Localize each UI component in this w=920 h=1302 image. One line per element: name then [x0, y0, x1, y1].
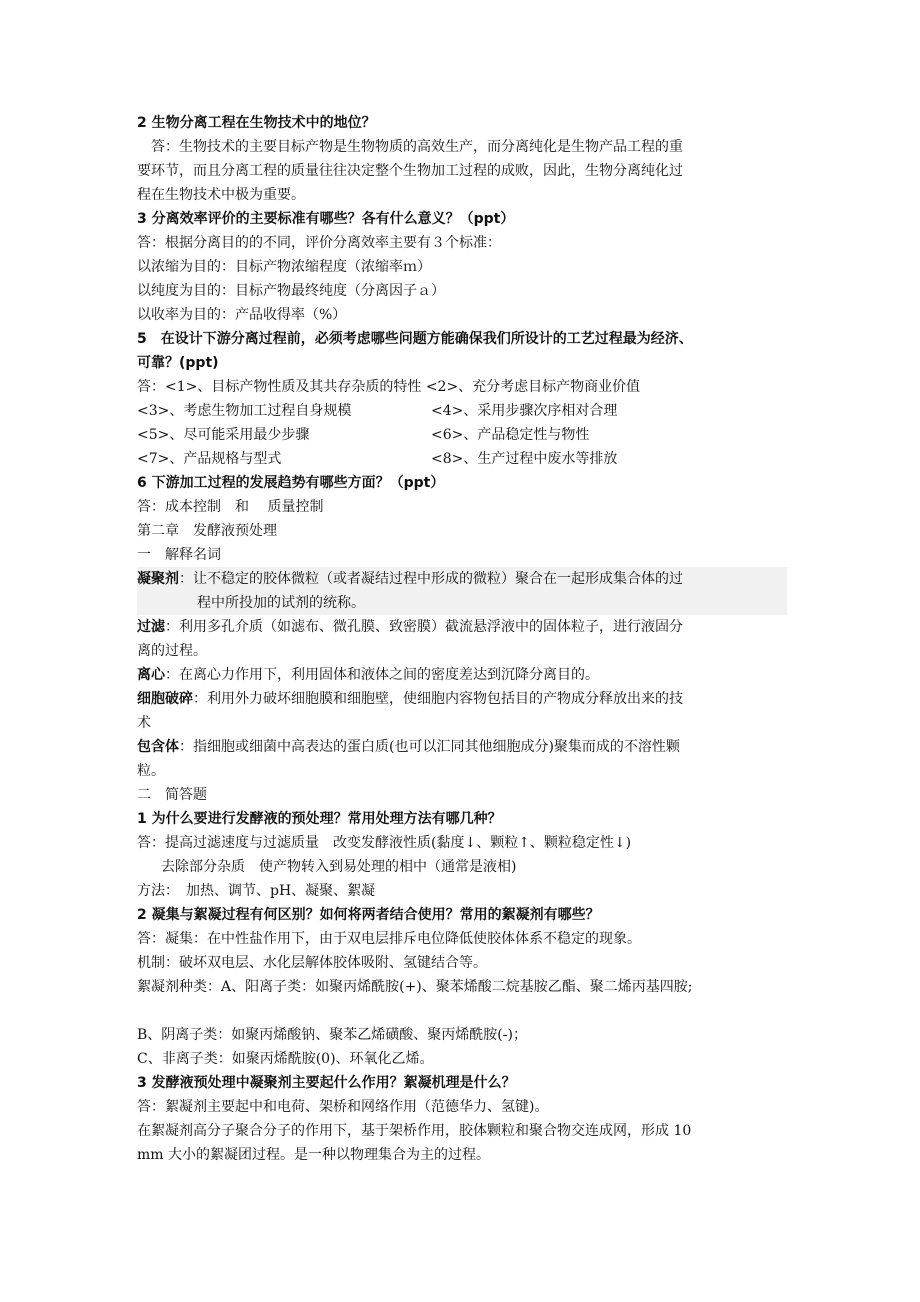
term-inclusion-body [137, 735, 787, 783]
q2-answer-line: 程在生物技术中极为重要。 [137, 187, 305, 203]
q3-answer-line: 答：根据分离目的的不同，评价分离效率主要有３个标准： [137, 235, 501, 251]
term-label: 离心 [137, 667, 165, 683]
term-label: 凝聚剂 [137, 571, 179, 587]
term-definition: ：利用多孔介质（如滤布、微孔膜、致密膜）截流悬浮液中的固体粒子，进行液固分 [165, 619, 683, 635]
q5-title: 5 在设计下游分离过程前，必须考虑哪些问题方能确保我们所设计的工艺过程最为经济、 [137, 331, 693, 347]
q2-answer-line: 要环节，而且分离工程的质量往往决定整个生物加工过程的成败，因此，生物分离纯化过 [137, 163, 683, 179]
term-definition: ：在离心力作用下，利用固体和液体之间的密度差达到沉降分离目的。 [165, 667, 599, 683]
q5-title: 可靠？(ppt) [137, 355, 219, 371]
q5-point: <7>、产品规格与型式 [137, 451, 282, 467]
s3-answer-line: mm 大小的絮凝团过程。是一种以物理集合为主的过程。 [137, 1147, 490, 1163]
s1-answer-line: 答：提高过滤速度与过滤质量 改变发酵液性质(黏度↓、颗粒↑、颗粒稳定性↓) [137, 835, 632, 851]
q5-point-row [137, 423, 787, 447]
s2-answer-line: 絮凝剂种类：A、阳离子类：如聚丙烯酰胺(+)、聚苯烯酸二烷基胺乙酯、聚二烯丙基四胺; [137, 979, 693, 995]
term-cell-disruption [137, 687, 787, 735]
term-label: 细胞破碎 [137, 691, 193, 707]
q2-title: 2 生物分离工程在生物技术中的地位？ [137, 115, 376, 131]
q3-answer-line: 以浓缩为目的：目标产物浓缩程度（浓缩率ｍ） [137, 259, 431, 275]
q2-answer-line: 答：生物技术的主要目标产物是生物物质的高效生产，而分离纯化是生物产品工程的重 [151, 139, 683, 155]
q5-point: <5>、尽可能采用最少步骤 [137, 427, 310, 443]
q5-point: <4>、采用步骤次序相对合理 [431, 403, 618, 419]
s1-answer-line: 去除部分杂质 使产物转入到易处理的相中（通常是液相) [161, 859, 517, 875]
q5-point: <8>、生产过程中废水等排放 [431, 451, 618, 467]
s2-answer-line: 答：凝集：在中性盐作用下，由于双电层排斥电位降低使胶体体系不稳定的现象。 [137, 931, 641, 947]
term-definition: 离的过程。 [137, 643, 207, 659]
section-heading: 二 简答题 [137, 787, 207, 803]
q5-answer-line: 答：<1>、目标产物性质及其共存杂质的特性 <2>、充分考虑目标产物商业价值 [137, 379, 641, 395]
document-page [137, 111, 787, 1167]
q5-point: <6>、产品稳定性与物性 [431, 427, 590, 443]
term-definition: 粒。 [137, 763, 165, 779]
s3-answer-line: 答：絮凝剂主要起中和电荷、架桥和网络作用（范德华力、氢键)。 [137, 1099, 549, 1115]
q6-answer: 答：成本控制 和 质量控制 [137, 499, 324, 515]
term-definition: ：利用外力破坏细胞膜和细胞壁，使细胞内容物包括目的产物成分释放出来的技 [193, 691, 683, 707]
q5-point-row [137, 447, 787, 471]
s2-answer-line: 机制：破坏双电层、水化层解体胶体吸附、氢键结合等。 [137, 955, 487, 971]
s3-answer-line: 在絮凝剂高分子聚合分子的作用下，基于架桥作用，胶体颗粒和聚合物交连成网，形成 10 [137, 1123, 692, 1139]
s1-answer-line: 方法： 加热、调节、pH、凝聚、絮凝 [137, 883, 376, 899]
chapter-title: 第二章 发酵液预处理 [137, 523, 277, 539]
term-label: 包含体 [137, 739, 179, 755]
s1-title: 1 为什么要进行发酵液的预处理？常用处理方法有哪几种？ [137, 811, 502, 827]
q3-answer-line: 以收率为目的：产品收得率（%） [137, 307, 347, 323]
q5-point: <3>、考虑生物加工过程自身规模 [137, 403, 352, 419]
term-definition: ：指细胞或细菌中高表达的蛋白质(也可以汇同其他细胞成分)聚集而成的不溶性颗 [179, 739, 680, 755]
q6-title: 6 下游加工过程的发展趋势有哪些方面？（ppt） [137, 475, 445, 491]
s3-title: 3 发酵液预处理中凝聚剂主要起什么作用？絮凝机理是什么？ [137, 1075, 516, 1091]
q3-title: 3 分离效率评价的主要标准有哪些？各有什么意义？（ppt） [137, 211, 515, 227]
q5-point-row [137, 399, 787, 423]
term-definition: 术 [137, 715, 151, 731]
term-coagulant [137, 567, 787, 615]
term-definition: ：让不稳定的胶体微粒（或者凝结过程中形成的微粒）聚合在一起形成集合体的过 [179, 571, 683, 587]
term-filtration [137, 615, 787, 663]
s2-answer-line: C、非离子类：如聚丙烯酰胺(0)、环氧化乙烯。 [137, 1051, 434, 1067]
s2-title: 2 凝集与絮凝过程有何区别？如何将两者结合使用？常用的絮凝剂有哪些？ [137, 907, 600, 923]
q3-answer-line: 以纯度为目的：目标产物最终纯度（分离因子ａ） [137, 283, 445, 299]
blank-line [137, 999, 787, 1023]
term-definition: 程中所投加的试剂的统称。 [197, 595, 365, 611]
section-heading: 一 解释名词 [137, 547, 221, 563]
s2-answer-line: B、阴离子类：如聚丙烯酸钠、聚苯乙烯磺酸、聚丙烯酰胺(-)； [137, 1027, 527, 1043]
term-centrifugation [137, 663, 787, 687]
term-label: 过滤 [137, 619, 165, 635]
